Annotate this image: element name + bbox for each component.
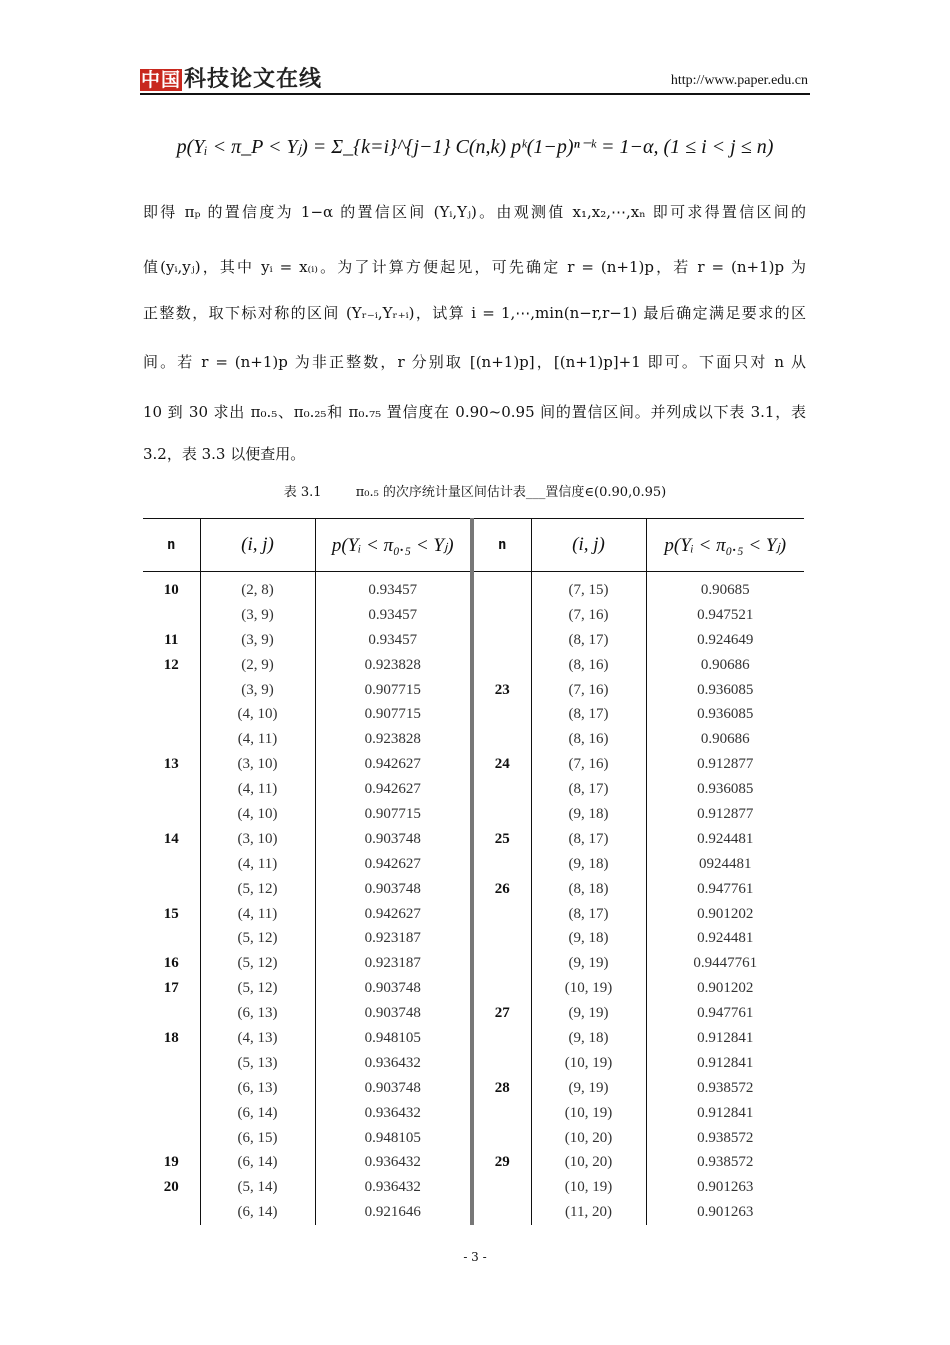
table-row: [143, 777, 804, 802]
cell-probability: 0.93457: [315, 603, 472, 628]
cell-ij: (4, 11): [200, 727, 315, 752]
cell-ij: (3, 10): [200, 752, 315, 777]
cell-probability: 0.907715: [315, 702, 472, 727]
cell-n: [472, 1126, 531, 1151]
cell-probability: 0.921646: [315, 1200, 472, 1225]
cell-n: [472, 1026, 531, 1051]
cell-ij: (10, 19): [531, 1051, 646, 1076]
cell-n: [472, 603, 531, 628]
cell-n: [143, 603, 200, 628]
paragraph-line: 即得 πₚ 的置信度为 1−α 的置信区间 (Yᵢ,Yⱼ)。由观测值 x₁,x₂,⋯,xₙ 即可求得置信区间的: [143, 203, 806, 221]
confidence-interval-table: [143, 518, 804, 1225]
cell-probability: 0.936085: [646, 678, 804, 703]
cell-ij: (8, 17): [531, 902, 646, 927]
cell-n: 11: [164, 631, 179, 648]
cell-ij: (2, 8): [200, 572, 315, 603]
cell-probability: 0.938572: [646, 1126, 804, 1151]
table-row: [143, 951, 804, 976]
cell-n: [472, 1200, 531, 1225]
cell-ij: (4, 10): [200, 802, 315, 827]
table-row: [143, 1150, 804, 1175]
table-header-row: [143, 519, 804, 572]
cell-probability: 0.936432: [315, 1150, 472, 1175]
cell-ij: (10, 20): [531, 1126, 646, 1151]
cell-probability: 0.947761: [646, 877, 804, 902]
cell-ij: (8, 17): [531, 827, 646, 852]
cell-n: [143, 926, 200, 951]
cell-probability: 0.924649: [646, 628, 804, 653]
cell-ij: (8, 17): [531, 628, 646, 653]
table-row: [143, 852, 804, 877]
paragraph-line: 值(yᵢ,yⱼ)，其中 yᵢ = x₍ᵢ₎。为了计算方便起见，可先确定 r = (n+1)p，若 r = (n+1)p 为: [143, 258, 806, 276]
cell-ij: (7, 16): [531, 603, 646, 628]
cell-probability: 0.93457: [315, 628, 472, 653]
cell-n: [143, 1051, 200, 1076]
cell-n: 16: [163, 955, 179, 972]
cell-probability: 0.936085: [646, 702, 804, 727]
cell-probability: 0.923187: [315, 926, 472, 951]
cell-probability: 0.912841: [646, 1026, 804, 1051]
page-header: [140, 62, 810, 95]
cell-n: 24: [472, 752, 531, 777]
cell-ij: (6, 13): [200, 1076, 315, 1101]
cell-probability: 0.912841: [646, 1101, 804, 1126]
table-row: [143, 1200, 804, 1225]
cell-ij: (10, 19): [531, 1101, 646, 1126]
cell-ij: (5, 12): [200, 877, 315, 902]
cell-ij: (5, 13): [200, 1051, 315, 1076]
cell-probability: 0.947521: [646, 603, 804, 628]
cell-probability: 0.923828: [315, 653, 472, 678]
cell-probability: 0.903748: [315, 1076, 472, 1101]
cell-ij: (6, 14): [200, 1101, 315, 1126]
cell-probability: 0.901202: [646, 976, 804, 1001]
cell-ij: (5, 14): [200, 1175, 315, 1200]
cell-ij: (9, 18): [531, 1026, 646, 1051]
cell-ij: (8, 18): [531, 877, 646, 902]
cell-ij: (8, 17): [531, 702, 646, 727]
cell-probability: 0.942627: [315, 902, 472, 927]
cell-ij: (3, 9): [200, 603, 315, 628]
table-row: [143, 1026, 804, 1051]
cell-n: [143, 777, 200, 802]
header-n: n: [472, 519, 531, 572]
cell-ij: (6, 14): [200, 1200, 315, 1225]
table-row: [143, 752, 804, 777]
cell-n: 12: [163, 656, 179, 673]
table-row: [143, 1126, 804, 1151]
cell-n: 29: [472, 1150, 531, 1175]
cell-n: [143, 727, 200, 752]
cell-ij: (10, 20): [531, 1150, 646, 1175]
table-row: [143, 1051, 804, 1076]
cell-probability: 0924481: [646, 852, 804, 877]
header-n: n: [143, 519, 200, 572]
table-row: [143, 926, 804, 951]
cell-ij: (3, 9): [200, 628, 315, 653]
cell-probability: 0.901263: [646, 1200, 804, 1225]
cell-ij: (11, 20): [531, 1200, 646, 1225]
cell-n: 15: [163, 905, 179, 922]
cell-probability: 0.907715: [315, 678, 472, 703]
cell-ij: (7, 16): [531, 678, 646, 703]
cell-ij: (6, 14): [200, 1150, 315, 1175]
cell-probability: 0.912877: [646, 802, 804, 827]
cell-probability: 0.948105: [315, 1026, 472, 1051]
table-row: [143, 1076, 804, 1101]
cell-probability: 0.923187: [315, 951, 472, 976]
logo-text: 科技论文在线: [184, 67, 323, 92]
cell-probability: 0.936085: [646, 777, 804, 802]
cell-n: [472, 802, 531, 827]
table-row: [143, 827, 804, 852]
paragraph-line: 10 到 30 求出 π₀.₅、π₀.₂₅和 π₀.₇₅ 置信度在 0.90~0.95 间的置信区间。并列成以下表 3.1，表: [143, 403, 806, 421]
cell-n: [143, 877, 200, 902]
cell-probability: 0.936432: [315, 1101, 472, 1126]
table-row: [143, 877, 804, 902]
header-ij: (i, j): [531, 519, 646, 572]
cell-probability: 0.90685: [646, 572, 804, 603]
cell-probability: 0.901263: [646, 1175, 804, 1200]
cell-n: 25: [472, 827, 531, 852]
cell-probability: 0.947761: [646, 1001, 804, 1026]
cell-ij: (6, 13): [200, 1001, 315, 1026]
table-row: [143, 628, 804, 653]
cell-n: [472, 926, 531, 951]
cell-n: [472, 976, 531, 1001]
cell-probability: 0.9447761: [646, 951, 804, 976]
cell-probability: 0.903748: [315, 877, 472, 902]
cell-ij: (9, 19): [531, 1076, 646, 1101]
cell-ij: (8, 16): [531, 727, 646, 752]
cell-probability: 0.924481: [646, 926, 804, 951]
cell-n: 13: [163, 756, 179, 773]
cell-n: 10: [163, 581, 179, 598]
logo-red-part: 中国: [141, 69, 182, 91]
cell-probability: 0.938572: [646, 1150, 804, 1175]
table-row: [143, 727, 804, 752]
cell-probability: 0.93457: [315, 572, 472, 603]
cell-n: [472, 702, 531, 727]
cell-probability: 0.90686: [646, 653, 804, 678]
table-row: [143, 702, 804, 727]
cell-ij: (9, 19): [531, 1001, 646, 1026]
header-url: http://www.paper.edu.cn: [670, 73, 808, 88]
cell-n: [143, 802, 200, 827]
cell-n: [143, 678, 200, 703]
cell-ij: (6, 15): [200, 1126, 315, 1151]
cell-ij: (10, 19): [531, 976, 646, 1001]
cell-n: [143, 852, 200, 877]
cell-ij: (4, 10): [200, 702, 315, 727]
cell-ij: (3, 9): [200, 678, 315, 703]
cell-n: [472, 852, 531, 877]
table-caption-text: π₀.₅ 的次序统计量区间估计表___置信度∈(0.90,0.95): [355, 485, 667, 500]
cell-probability: 0.924481: [646, 827, 804, 852]
cell-n: [472, 653, 531, 678]
header-ij: (i, j): [200, 519, 315, 572]
cell-probability: 0.90686: [646, 727, 804, 752]
cell-ij: (3, 10): [200, 827, 315, 852]
cell-ij: (4, 11): [200, 777, 315, 802]
cell-ij: (10, 19): [531, 1175, 646, 1200]
table-caption: [0, 481, 950, 500]
cell-n: [472, 777, 531, 802]
cell-n: [472, 902, 531, 927]
cell-n: 19: [163, 1154, 179, 1171]
cell-ij: (5, 12): [200, 951, 315, 976]
header-probability: p(Yᵢ < π₀.₅ < Yⱼ): [646, 519, 804, 572]
cell-n: [143, 1001, 200, 1026]
cell-ij: (8, 17): [531, 777, 646, 802]
table-row: [143, 603, 804, 628]
cell-n: [472, 572, 531, 603]
cell-n: [143, 1076, 200, 1101]
cell-probability: 0.948105: [315, 1126, 472, 1151]
table-row: [143, 1175, 804, 1200]
cell-probability: 0.942627: [315, 752, 472, 777]
cell-ij: (4, 11): [200, 902, 315, 927]
table-caption-id: 表 3.1: [283, 485, 322, 500]
table-row: [143, 802, 804, 827]
cell-n: [143, 1101, 200, 1126]
cell-probability: 0.912877: [646, 752, 804, 777]
cell-ij: (5, 12): [200, 976, 315, 1001]
cell-probability: 0.907715: [315, 802, 472, 827]
cell-n: [472, 1101, 531, 1126]
cell-probability: 0.942627: [315, 852, 472, 877]
confidence-formula: p(Yᵢ < π_P < Yⱼ) = Σ_{k=i}^{j−1} C(n,k) pᵏ(1−p)ⁿ⁻ᵏ = 1−α, (1 ≤ i < j ≤ n): [176, 136, 774, 158]
cell-n: [143, 1200, 200, 1225]
cell-n: 27: [472, 1001, 531, 1026]
cell-n: [472, 727, 531, 752]
cell-ij: (8, 16): [531, 653, 646, 678]
table-row: [143, 572, 804, 603]
cell-n: [472, 1175, 531, 1200]
table-row: [143, 902, 804, 927]
cell-probability: 0.936432: [315, 1051, 472, 1076]
cell-n: [472, 951, 531, 976]
cell-n: 18: [163, 1029, 179, 1046]
cell-ij: (7, 15): [531, 572, 646, 603]
cell-n: 20: [163, 1179, 179, 1196]
journal-logo: [140, 62, 322, 93]
cell-ij: (7, 16): [531, 752, 646, 777]
cell-ij: (5, 12): [200, 926, 315, 951]
cell-ij: (4, 13): [200, 1026, 315, 1051]
cell-probability: 0.942627: [315, 777, 472, 802]
paragraph-line: 正整数，取下标对称的区间 (Yᵣ₋ᵢ,Yᵣ₊ᵢ)，试算 i = 1,⋯,min(n−r,r−1) 最后确定满足要求的区: [143, 304, 806, 322]
cell-probability: 0.936432: [315, 1175, 472, 1200]
cell-probability: 0.903748: [315, 1001, 472, 1026]
cell-probability: 0.912841: [646, 1051, 804, 1076]
cell-n: [472, 1051, 531, 1076]
cell-probability: 0.903748: [315, 827, 472, 852]
table-row: [143, 976, 804, 1001]
cell-n: [143, 1126, 200, 1151]
cell-ij: (9, 18): [531, 802, 646, 827]
cell-probability: 0.903748: [315, 976, 472, 1001]
cell-probability: 0.901202: [646, 902, 804, 927]
cell-n: [472, 628, 531, 653]
paragraph-line: 间。若 r = (n+1)p 为非正整数，r 分别取 [(n+1)p]，[(n+1)p]+1 即可。下面只对 n 从: [143, 353, 806, 371]
cell-probability: 0.923828: [315, 727, 472, 752]
cell-n: 28: [472, 1076, 531, 1101]
cell-n: [143, 702, 200, 727]
table-row: [143, 1001, 804, 1026]
table-row: [143, 1101, 804, 1126]
paragraph-line: 3.2，表 3.3 以便查用。: [143, 445, 306, 463]
cell-ij: (4, 11): [200, 852, 315, 877]
cell-n: 14: [163, 830, 179, 847]
cell-ij: (2, 9): [200, 653, 315, 678]
cell-n: 26: [472, 877, 531, 902]
page-number: - 3 -: [463, 1250, 487, 1264]
cell-ij: (9, 18): [531, 852, 646, 877]
table-row: [143, 653, 804, 678]
cell-n: 23: [472, 678, 531, 703]
cell-n: 17: [163, 980, 179, 997]
table-row: [143, 678, 804, 703]
cell-ij: (9, 19): [531, 951, 646, 976]
header-probability: p(Yᵢ < π₀.₅ < Yⱼ): [315, 519, 472, 572]
cell-probability: 0.938572: [646, 1076, 804, 1101]
cell-ij: (9, 18): [531, 926, 646, 951]
